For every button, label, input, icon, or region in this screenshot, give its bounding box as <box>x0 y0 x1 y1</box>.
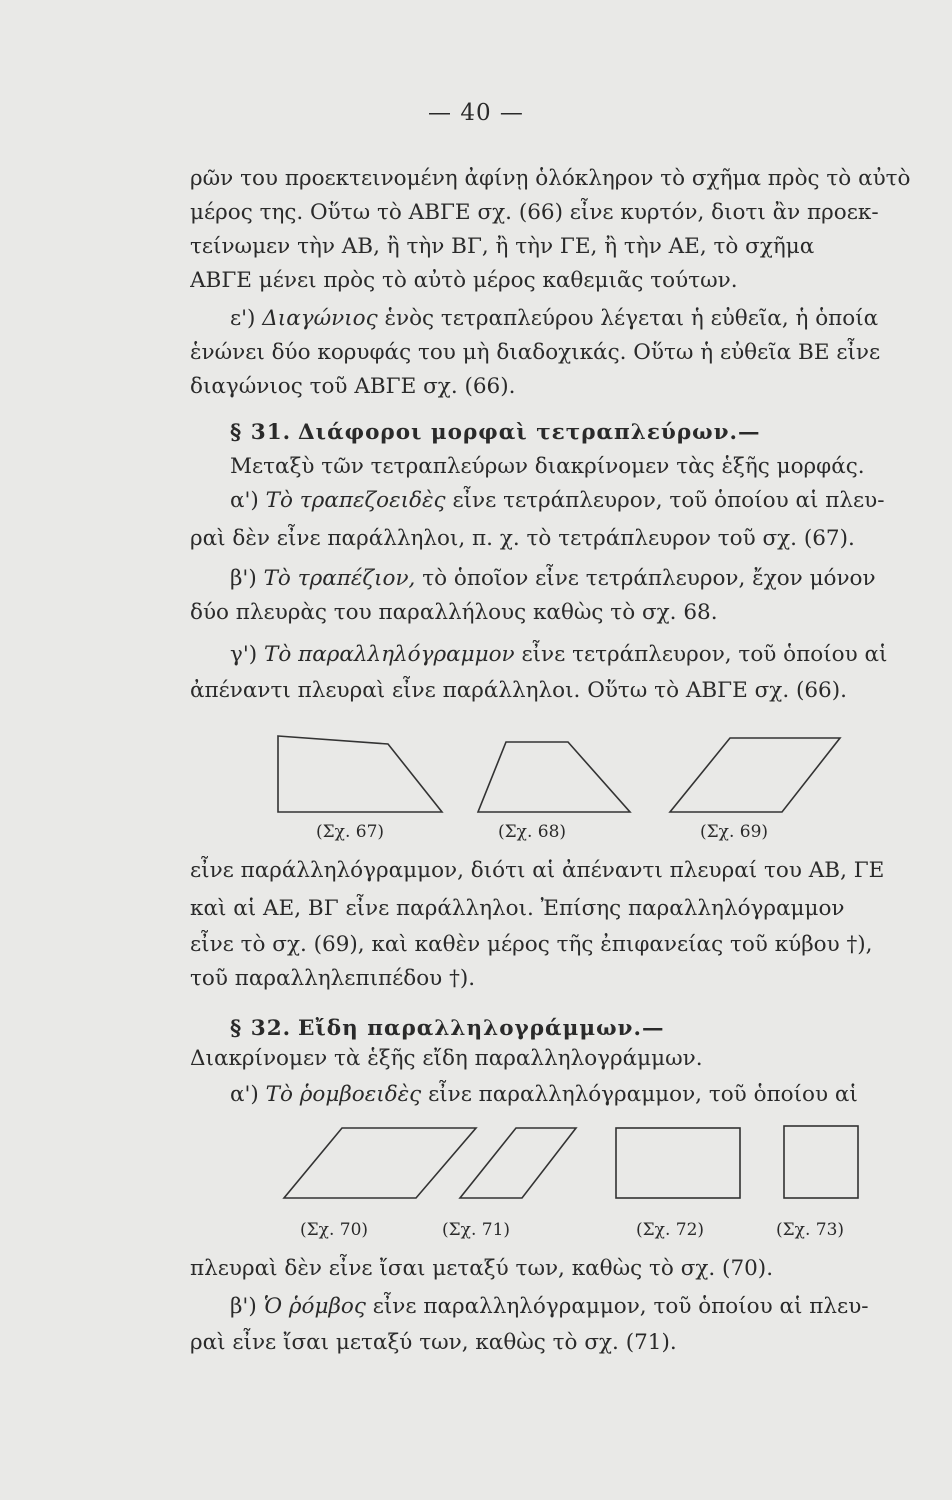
defined-term: Τὸ τραπέζιον, <box>263 566 416 591</box>
figure-68-trapezium-shape <box>468 730 638 820</box>
figure-caption: (Σχ. 70) <box>300 1220 369 1240</box>
text-line: διαγώνιος τοῦ ΑΒΓΕ σχ. (66). <box>190 374 516 399</box>
text-line: τείνωμεν τὴν ΑΒ, ἢ τὴν ΒΓ, ἢ τὴν ΓΕ, ἢ τὴν ΑΕ, τὸ σχῆμα <box>190 234 815 259</box>
text-line: τοῦ παραλληλεπιπέδου †). <box>190 966 476 991</box>
text-line: ΑΒΓΕ μένει πρὸς τὸ αὐτὸ μέρος καθεμιᾶς τούτων. <box>190 268 738 293</box>
figure-73-square-shape <box>778 1120 868 1206</box>
definition-text: ἑνὸς τετραπλεύρου λέγεται ἡ εὐθεῖα, ἡ ὁποία <box>384 306 879 331</box>
definition-text: εἶνε παραλληλόγραμμον, τοῦ ὁποίου αἱ <box>428 1082 858 1107</box>
text-line: μέρος της. Οὕτω τὸ ΑΒΓΕ σχ. (66) εἶνε κυρτόν, διοτι ἂν προεκ- <box>190 200 879 225</box>
section-number: § 31. <box>230 420 292 445</box>
figure-caption: (Σχ. 73) <box>776 1220 845 1240</box>
text-line: πλευραὶ δὲν εἶνε ἴσαι μεταξύ των, καθὼς τὸ σχ. (70). <box>190 1256 774 1281</box>
defined-term: Τὸ ῥομβοειδὲς <box>265 1082 422 1107</box>
text-line: ραὶ δὲν εἶνε παράλληλοι, π. χ. τὸ τετράπλευρον τοῦ σχ. (67). <box>190 526 855 551</box>
item-marker: α') <box>230 488 259 513</box>
section-title: Διάφοροι μορφαὶ τετραπλεύρων.— <box>297 420 761 445</box>
figure-71-rhombus-shape <box>452 1122 582 1204</box>
item-marker: α') <box>230 1082 259 1107</box>
figure-69-parallelogram-shape <box>660 730 850 820</box>
text-line: ραὶ εἶνε ἴσαι μεταξύ των, καθὼς τὸ σχ. (71). <box>190 1330 677 1355</box>
text-line: Διακρίνομεν τὰ ἑξῆς εἴδη παραλληλογράμμων. <box>190 1046 703 1071</box>
section-heading <box>230 1014 920 1044</box>
item-marker: γ') <box>230 642 258 667</box>
figure-caption: (Σχ. 72) <box>636 1220 705 1240</box>
item-marker: ε') <box>230 306 256 331</box>
figure-caption: (Σχ. 67) <box>316 822 385 842</box>
item-marker: β') <box>230 1294 257 1319</box>
defined-term: Τὸ τραπεζοειδὲς <box>265 488 446 513</box>
definition-text: εἶνε παραλληλόγραμμον, τοῦ ὁποίου αἱ πλευ- <box>372 1294 869 1319</box>
definition-trapezium <box>230 564 920 594</box>
definition-text: εἶνε τετράπλευρον, τοῦ ὁποίου αἱ <box>521 642 888 667</box>
definition-parallelogram <box>230 640 920 670</box>
definition-rhombus <box>230 1292 920 1322</box>
page-number: — 40 — <box>428 100 524 126</box>
definition-diagonal <box>230 304 920 334</box>
defined-term: Διαγώνιος <box>262 306 378 331</box>
text-line: Μεταξὺ τῶν τετραπλεύρων διακρίνομεν τὰς ἑξῆς μορφάς. <box>230 454 865 479</box>
text-line: καὶ αἱ ΑΕ, ΒΓ εἶνε παράλληλοι. Ἐπίσης παραλληλόγραμμον <box>190 896 845 921</box>
item-marker: β') <box>230 566 257 591</box>
definition-rhomboid <box>230 1080 920 1110</box>
figure-70-rhomboid-shape <box>280 1122 480 1204</box>
section-number: § 32. <box>230 1016 292 1041</box>
text-line: ἑνώνει δύο κορυφάς του μὴ διαδοχικάς. Οὕτω ἡ εὐθεῖα ΒΕ εἶνε <box>190 340 881 365</box>
text-line: εἶνε τὸ σχ. (69), καὶ καθὲν μέρος τῆς ἐπιφανείας τοῦ κύβου †), <box>190 932 873 957</box>
definition-text: εἶνε τετράπλευρον, τοῦ ὁποίου αἱ πλευ- <box>452 488 885 513</box>
figure-caption: (Σχ. 68) <box>498 822 567 842</box>
figure-caption: (Σχ. 69) <box>700 822 769 842</box>
figure-67-trapezoid-shape <box>270 730 450 820</box>
text-line: ἀπέναντι πλευραὶ εἶνε παράλληλοι. Οὕτω τὸ ΑΒΓΕ σχ. (66). <box>190 678 847 703</box>
defined-term: Ὁ ῥόμβος <box>263 1294 366 1319</box>
figure-caption: (Σχ. 71) <box>442 1220 511 1240</box>
definition-text: τὸ ὁποῖον εἶνε τετράπλευρον, ἔχον μόνον <box>422 566 876 591</box>
definition-trapezoid <box>230 486 920 516</box>
text-line: δύο πλευρὰς του παραλλήλους καθὼς τὸ σχ. 68. <box>190 600 718 625</box>
section-heading <box>230 418 920 448</box>
text-line: εἶνε παράλληλόγραμμον, διότι αἱ ἀπέναντι πλευραί του ΑΒ, ΓΕ <box>190 858 885 883</box>
section-title: Εἴδη παραλληλογράμμων.— <box>297 1016 665 1041</box>
figure-72-rectangle-shape <box>608 1122 748 1204</box>
defined-term: Τὸ παραλληλόγραμμον <box>264 642 515 667</box>
text-line: ρῶν του προεκτεινομένη ἀφίνῃ ὁλόκληρον τὸ σχῆμα πρὸς τὸ αὐτὸ <box>190 166 911 191</box>
